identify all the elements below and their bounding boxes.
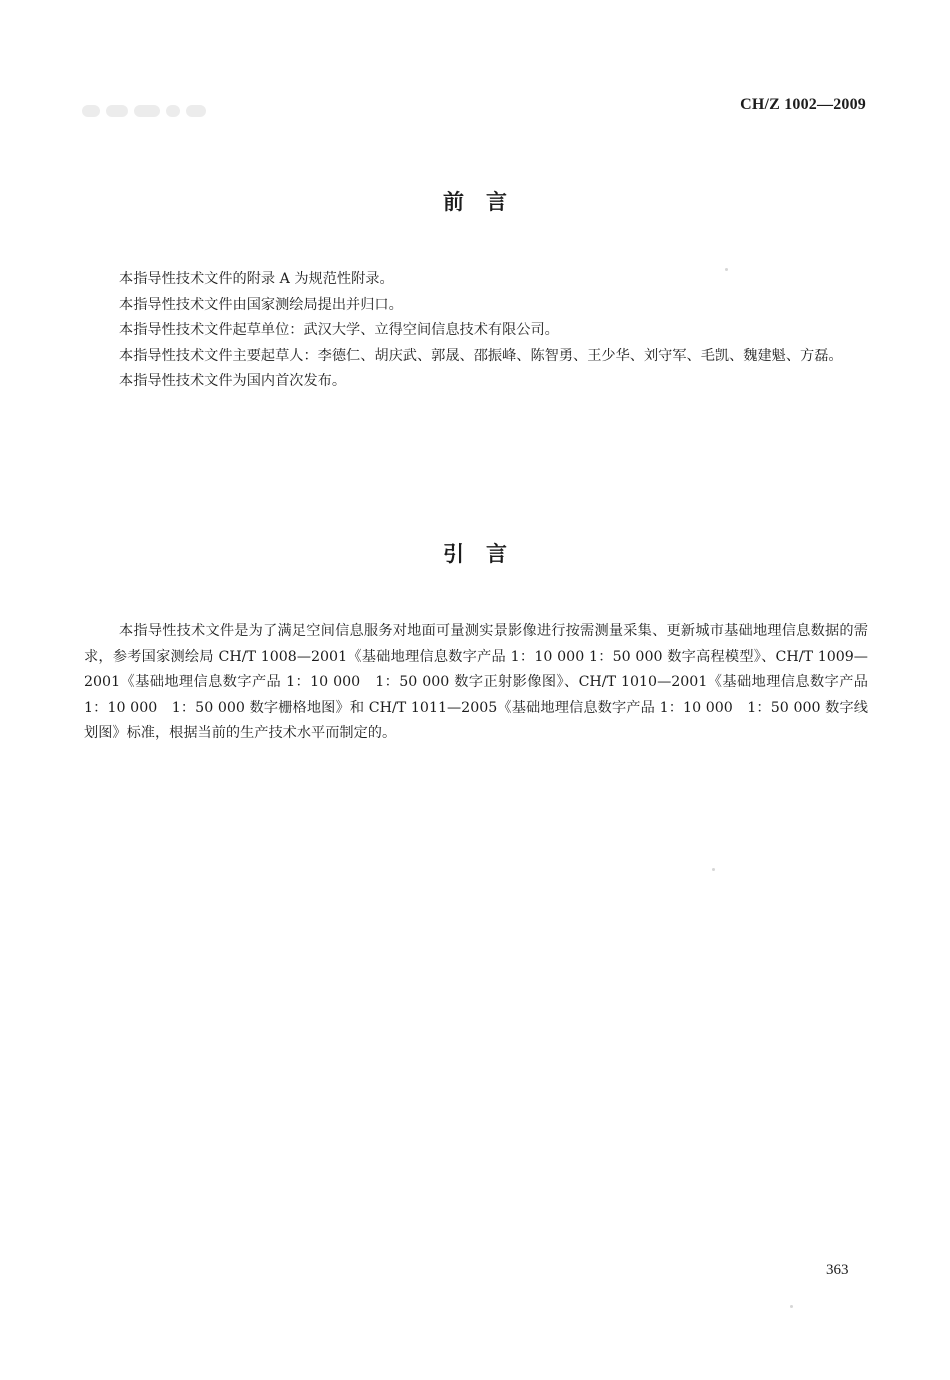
faded-header-mark (82, 100, 232, 122)
foreword-paragraph: 本指导性技术文件由国家测绘局提出并归口。 (119, 296, 403, 313)
foreword-paragraph: 本指导性技术文件主要起草人：李德仁、胡庆武、郭晟、邵振峰、陈智勇、王少华、刘守军、毛凯、魏建魁、方磊。 (119, 347, 843, 364)
foreword-title: 前言 (443, 190, 529, 214)
introduction-body (84, 619, 868, 747)
foreword-paragraph: 本指导性技术文件起草单位：武汉大学、立得空间信息技术有限公司。 (119, 322, 559, 338)
foreword-paragraph: 本指导性技术文件为国内首次发布。 (119, 373, 347, 389)
foreword-body (84, 267, 868, 395)
introduction-title: 引言 (443, 542, 529, 566)
scan-speck (725, 268, 728, 271)
scan-speck (712, 868, 715, 871)
scan-speck (790, 1305, 793, 1308)
foreword-paragraph: 本指导性技术文件的附录 A 为规范性附录。 (119, 271, 394, 287)
page-number: 363 (826, 1262, 849, 1278)
introduction-paragraph: 本指导性技术文件是为了满足空间信息服务对地面可量测实景影像进行按需测量采集、更新城市基础地理信息数据的需求，参考国家测绘局 CH/T 1008—2001《基础地理信息数字产品 1：10 000 1：50 000 数字高程模型》、CH/T 1009—2001《基础地理信息数字产品 1：10 000 1：50 000 数字正射影像图》、CH/T 1010—2001《基础地理信息数字产品 1：10 000 1：50 000 数字栅格地图》和 CH/T 1011—2005《基础地理信息数字产品 1：10 000 1：50 000 数字线划图》标准，根据当前的生产技术水平而制定的。 (84, 623, 868, 741)
standard-code: CH/Z 1002—2009 (740, 96, 866, 113)
